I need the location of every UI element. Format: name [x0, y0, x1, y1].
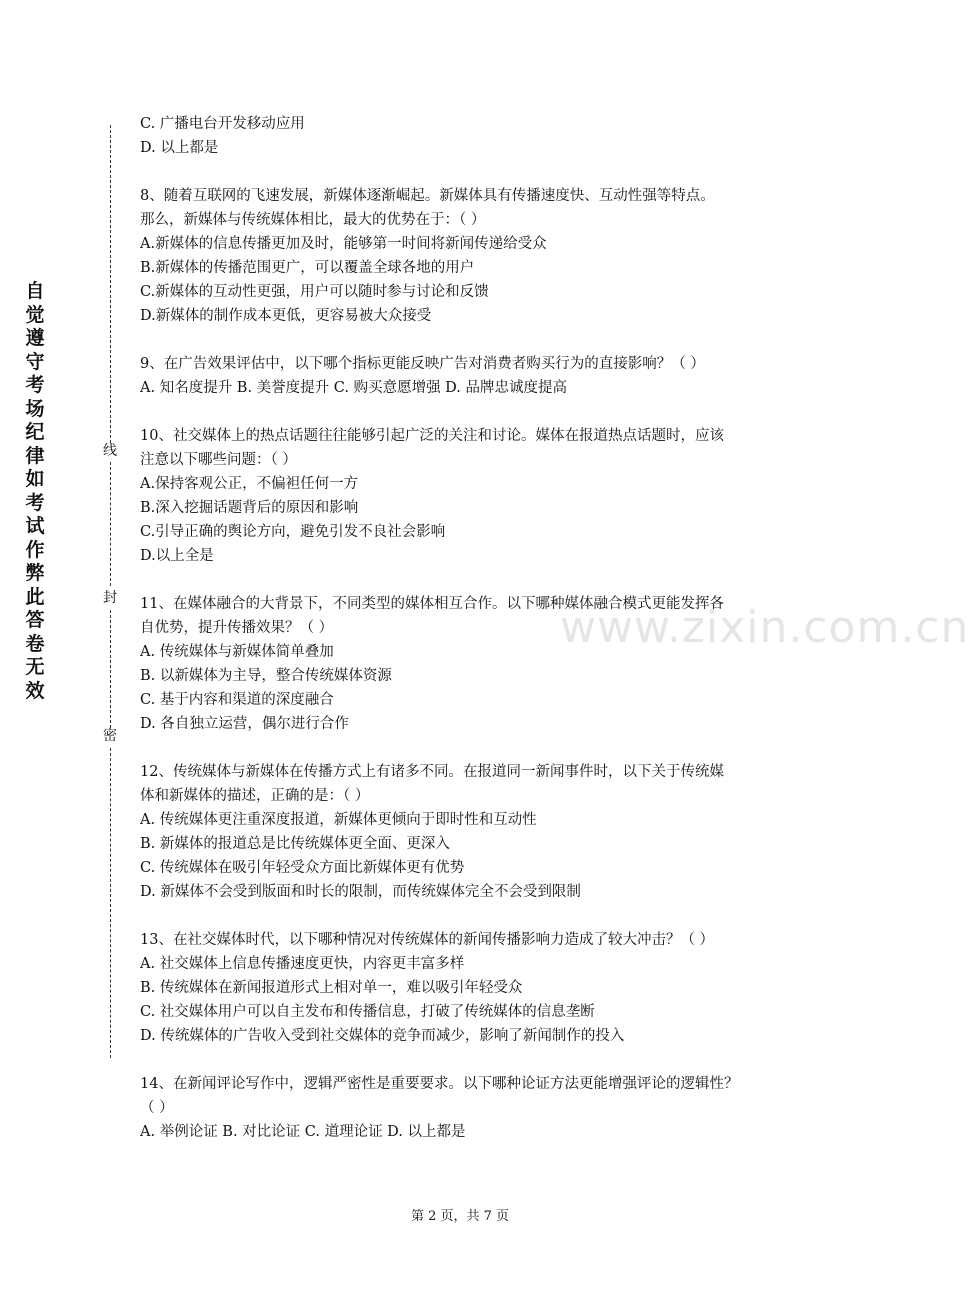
- question-stem: 注意以下哪些问题：（ ）: [140, 452, 297, 468]
- question-stem: 体和新媒体的描述，正确的是：（ ）: [140, 788, 370, 804]
- question-stem: 11、在媒体融合的大背景下，不同类型的媒体相互合作。以下哪种媒体融合模式更能发挥各: [140, 596, 724, 612]
- question-stem: 12、传统媒体与新媒体在传播方式上有诸多不同。在报道同一新闻事件时，以下关于传统媒: [140, 764, 724, 780]
- question-block: [140, 928, 790, 1048]
- binding-mark-xian: 线: [103, 443, 117, 459]
- question-stem: 8、随着互联网的飞速发展，新媒体逐渐崛起。新媒体具有传播速度快、互动性强等特点。: [140, 188, 715, 204]
- question-stem: 9、在广告效果评估中，以下哪个指标更能反映广告对消费者购买行为的直接影响？（ ）: [140, 356, 705, 372]
- question-stem: 10、社交媒体上的热点话题往往能够引起广泛的关注和讨论。媒体在报道热点话题时，应该: [140, 428, 724, 444]
- answer-option: A.保持客观公正，不偏袒任何一方: [140, 476, 359, 492]
- page-number-footer: 第 2 页，共 7 页: [410, 1209, 510, 1224]
- question-stem: 那么，新媒体与传统媒体相比，最大的优势在于：（ ）: [140, 212, 486, 228]
- question-stem: （ ）: [140, 1100, 174, 1116]
- answer-option: C. 传统媒体在吸引年轻受众方面比新媒体更有优势: [140, 860, 465, 876]
- answer-option: C.引导正确的舆论方向，避免引发不良社会影响: [140, 524, 446, 540]
- question-block: [140, 424, 790, 568]
- option-c: C. 广播电台开发移动应用: [140, 116, 305, 132]
- exam-discipline-notice: 自觉遵守考场纪律如考试作弊此答卷无效: [25, 280, 45, 702]
- answer-option: D.以上全是: [140, 548, 214, 564]
- answer-option: D. 新媒体不会受到版面和时长的限制，而传统媒体完全不会受到限制: [140, 884, 581, 900]
- answer-option: A.新媒体的信息传播更加及时，能够第一时间将新闻传递给受众: [140, 236, 547, 252]
- binding-dashed-line: [110, 462, 111, 586]
- answer-option: B. 以新媒体为主导，整合传统媒体资源: [140, 668, 392, 684]
- question-block: [140, 1072, 790, 1144]
- continued-options: [140, 112, 790, 160]
- answer-option: A. 知名度提升 B. 美誉度提升 C. 购买意愿增强 D. 品牌忠诚度提高: [140, 380, 568, 396]
- answer-option: B.新媒体的传播范围更广，可以覆盖全球各地的用户: [140, 260, 475, 276]
- answer-option: A. 传统媒体更注重深度报道，新媒体更倾向于即时性和互动性: [140, 812, 537, 828]
- question-block: [140, 352, 790, 400]
- answer-option: D. 各自独立运营，偶尔进行合作: [140, 716, 349, 732]
- question-list: [140, 184, 790, 1144]
- answer-option: C. 社交媒体用户可以自主发布和传播信息，打破了传统媒体的信息垄断: [140, 1004, 595, 1020]
- question-block: [140, 592, 790, 736]
- binding-dashed-line: [110, 610, 111, 728]
- answer-option: A. 传统媒体与新媒体简单叠加: [140, 644, 334, 660]
- answer-option: C. 基于内容和渠道的深度融合: [140, 692, 334, 708]
- question-stem: 自优势，提升传播效果？（ ）: [140, 620, 334, 636]
- question-stem: 14、在新闻评论写作中，逻辑严密性是重要要求。以下哪种论证方法更能增强评论的逻辑性？: [140, 1076, 739, 1092]
- question-block: [140, 184, 790, 328]
- binding-mark-feng: 封: [103, 590, 117, 606]
- answer-option: B.深入挖掘话题背后的原因和影响: [140, 500, 359, 516]
- option-d: D. 以上都是: [140, 140, 219, 156]
- question-content: [140, 112, 790, 1168]
- answer-option: D.新媒体的制作成本更低，更容易被大众接受: [140, 308, 432, 324]
- answer-option: B. 传统媒体在新闻报道形式上相对单一，难以吸引年轻受众: [140, 980, 523, 996]
- binding-dashed-line: [110, 125, 111, 443]
- binding-dashed-line: [110, 748, 111, 1058]
- answer-option: A. 社交媒体上信息传播速度更快，内容更丰富多样: [140, 956, 465, 972]
- answer-option: D. 传统媒体的广告收入受到社交媒体的竞争而减少，影响了新闻制作的投入: [140, 1028, 625, 1044]
- answer-option: C.新媒体的互动性更强，用户可以随时参与讨论和反馈: [140, 284, 489, 300]
- site-watermark: www.zixin.com.cn: [560, 602, 969, 653]
- binding-mark-mi: 密: [103, 728, 117, 744]
- question-block: [140, 760, 790, 904]
- answer-option: A. 举例论证 B. 对比论证 C. 道理论证 D. 以上都是: [140, 1124, 466, 1140]
- question-stem: 13、在社交媒体时代，以下哪种情况对传统媒体的新闻传播影响力造成了较大冲击？（ ）: [140, 932, 715, 948]
- answer-option: B. 新媒体的报道总是比传统媒体更全面、更深入: [140, 836, 450, 852]
